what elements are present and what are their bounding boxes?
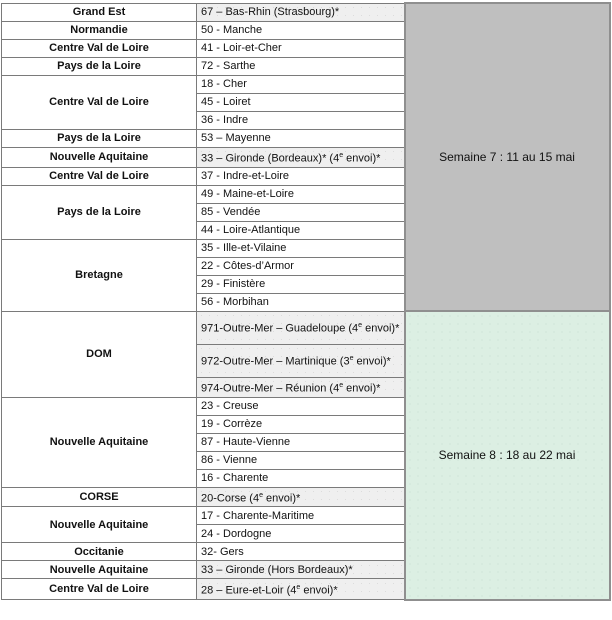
department-cell: 72 - Sarthe [197,57,405,75]
region-cell: Centre Val de Loire [2,167,197,185]
department-cell: 41 - Loir-et-Cher [197,39,405,57]
department-cell: 35 - Ille-et-Vilaine [197,239,405,257]
department-cell: 16 - Charente [197,469,405,487]
ordinal-suffix: e [339,381,344,389]
department-cell: 85 - Vendée [197,203,405,221]
region-cell: Occitanie [2,543,197,561]
department-cell: 44 - Loire-Atlantique [197,221,405,239]
department-cell: 33 – Gironde (Bordeaux)* (4e envoi)* [197,147,405,167]
ordinal-suffix: e [358,322,363,330]
department-cell: 28 – Eure-et-Loir (4e envoi)* [197,579,405,600]
region-cell: Pays de la Loire [2,57,197,75]
schedule-table-container [0,2,612,601]
department-cell: 32- Gers [197,543,405,561]
department-cell: 33 – Gironde (Hors Bordeaux)* [197,561,405,579]
region-cell: Centre Val de Loire [2,75,197,129]
week-8-cell: Semaine 8 : 18 au 22 mai [405,311,610,600]
ordinal-suffix: e [349,355,354,363]
region-cell: Nouvelle Aquitaine [2,507,197,543]
region-cell: Pays de la Loire [2,129,197,147]
region-cell: Normandie [2,21,197,39]
department-cell: 972-Outre-Mer – Martinique (3e envoi)* [197,344,405,377]
ordinal-suffix: e [339,151,344,159]
department-cell: 971-Outre-Mer – Guadeloupe (4e envoi)* [197,311,405,344]
department-cell: 20-Corse (4e envoi)* [197,487,405,507]
department-cell: 86 - Vienne [197,451,405,469]
department-cell: 50 - Manche [197,21,405,39]
week-7-cell: Semaine 7 : 11 au 15 mai [405,3,610,311]
table-row [2,311,610,344]
region-cell: Nouvelle Aquitaine [2,561,197,579]
department-cell: 24 - Dordogne [197,525,405,543]
department-cell: 87 - Haute-Vienne [197,433,405,451]
ordinal-suffix: e [259,491,263,499]
region-cell: Grand Est [2,3,197,21]
region-cell: Nouvelle Aquitaine [2,397,197,487]
region-cell: Centre Val de Loire [2,39,197,57]
table-row [2,3,610,21]
department-cell: 45 - Loiret [197,93,405,111]
department-cell: 19 - Corrèze [197,415,405,433]
department-cell: 36 - Indre [197,111,405,129]
region-cell: Bretagne [2,239,197,311]
ordinal-suffix: e [296,583,301,591]
department-cell: 53 – Mayenne [197,129,405,147]
department-cell: 22 - Côtes-d’Armor [197,257,405,275]
department-cell: 67 – Bas-Rhin (Strasbourg)* [197,3,405,21]
department-cell: 37 - Indre-et-Loire [197,167,405,185]
region-cell: CORSE [2,487,197,507]
region-cell: DOM [2,311,197,397]
region-cell: Centre Val de Loire [2,579,197,600]
department-cell: 18 - Cher [197,75,405,93]
department-cell: 56 - Morbihan [197,293,405,311]
department-cell: 29 - Finistère [197,275,405,293]
region-cell: Nouvelle Aquitaine [2,147,197,167]
region-cell: Pays de la Loire [2,185,197,239]
department-cell: 49 - Maine-et-Loire [197,185,405,203]
department-cell: 17 - Charente-Maritime [197,507,405,525]
department-cell: 974-Outre-Mer – Réunion (4e envoi)* [197,377,405,397]
schedule-table [1,2,611,601]
department-cell: 23 - Creuse [197,397,405,415]
